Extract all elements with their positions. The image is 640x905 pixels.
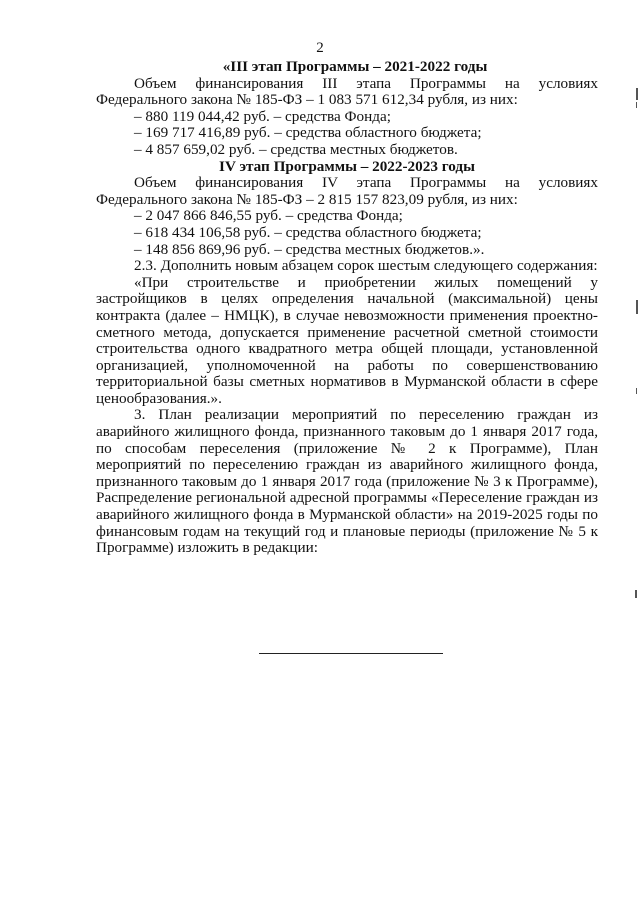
scan-edge-mark xyxy=(636,388,637,394)
stage3-heading: «III этап Программы – 2021-2022 годы xyxy=(222,58,488,75)
stage4-intro: Объем финансирования IV этапа Программы на условиях Федерального закона № 185-ФЗ – 2 815 157 823,09 рубля, из них: xyxy=(96,174,598,208)
page-number: 2 xyxy=(316,40,324,56)
document-body xyxy=(96,59,598,557)
stage4-item-local: – 148 856 869,96 руб. – средства местных бюджетов.». xyxy=(134,240,485,258)
stage4-item-regional: – 618 434 106,58 руб. – средства областного бюджета; xyxy=(134,223,482,241)
stage4-item-fund: – 2 047 866 846,55 руб. – средства Фонда; xyxy=(134,207,403,225)
scan-edge-mark xyxy=(636,300,638,314)
stage4-heading: IV этап Программы – 2022-2023 годы xyxy=(219,157,475,175)
section-2-3-intro: 2.3. Дополнить новым абзацем сорок шестым следующего содержания: xyxy=(134,257,598,275)
stage3-item-regional: – 169 717 416,89 руб. – средства областного бюджета; xyxy=(134,124,482,142)
scan-edge-mark xyxy=(636,88,638,100)
section-2-3-quote: «При строительстве и приобретении жилых помещений у застройщиков в целях определения начальной (максимальной) цены контракта (далее – НМЦК), в случае невозможности применения проектно-сметного метода, допускается применение расчетной сметной стоимости строительства одного квадратного метра общей площади, установленной организацией, уполномоченной на работы по совершенствованию территориальной базы сметных нормативов в Мурманской области в сфере ценообразования.». xyxy=(96,273,598,407)
closing-divider-line xyxy=(259,653,443,654)
scan-edge-mark xyxy=(635,590,637,598)
scan-edge-mark xyxy=(636,102,637,108)
stage3-item-local: – 4 857 659,02 руб. – средства местных бюджетов. xyxy=(134,140,458,158)
stage3-intro: Объем финансирования III этапа Программы на условиях Федерального закона № 185-ФЗ – 1 083 571 612,34 рубля, из них: xyxy=(96,74,598,109)
stage3-item-fund: – 880 119 044,42 руб. – средства Фонда; xyxy=(134,107,391,125)
section-3-paragraph: 3. План реализации мероприятий по переселению граждан из аварийного жилищного фонда, признанного таковым до 1 января 2017 года, по способам переселения (приложение № 2 к Программе), План мероприятий по переселению граждан из аварийного жилищного фонда, признанного таковым до 1 января 2017 года (приложение № 3 к Программе), Распределение региональной адресной программы «Переселение граждан из аварийного жилищного фонда в Мурманской области» на 2019-2025 годы по финансовым годам на текущий год и плановые периоды (приложение № 5 к Программе) изложить в редакции: xyxy=(96,406,598,557)
